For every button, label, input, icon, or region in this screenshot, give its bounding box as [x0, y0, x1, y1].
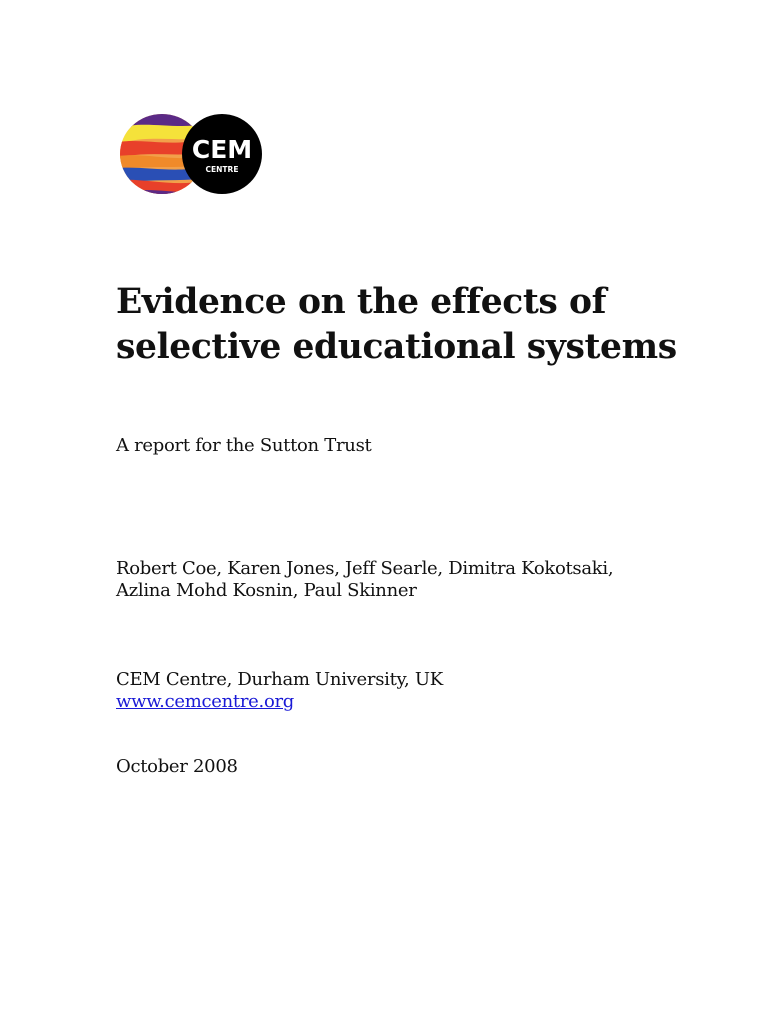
title-line-2: selective educational systems	[116, 327, 677, 367]
publication-date: October 2008	[116, 756, 238, 777]
report-title	[116, 280, 736, 370]
affiliation-block	[116, 669, 443, 713]
affiliation-line: CEM Centre, Durham University, UK	[116, 669, 443, 690]
report-subtitle: A report for the Sutton Trust	[116, 435, 372, 456]
authors-line-2: Azlina Mohd Kosnin, Paul Skinner	[116, 580, 417, 601]
title-line-1: Evidence on the effects of	[116, 282, 607, 322]
cem-centre-logo	[118, 108, 268, 200]
cem-logo-graphic	[118, 108, 268, 200]
website-link[interactable]: www.cemcentre.org	[116, 691, 295, 712]
logo-sub-text: CENTRE	[205, 165, 239, 174]
logo-main-text: CEM	[191, 135, 253, 164]
author-list	[116, 558, 613, 602]
authors-line-1: Robert Coe, Karen Jones, Jeff Searle, Dimitra Kokotsaki,	[116, 558, 614, 579]
